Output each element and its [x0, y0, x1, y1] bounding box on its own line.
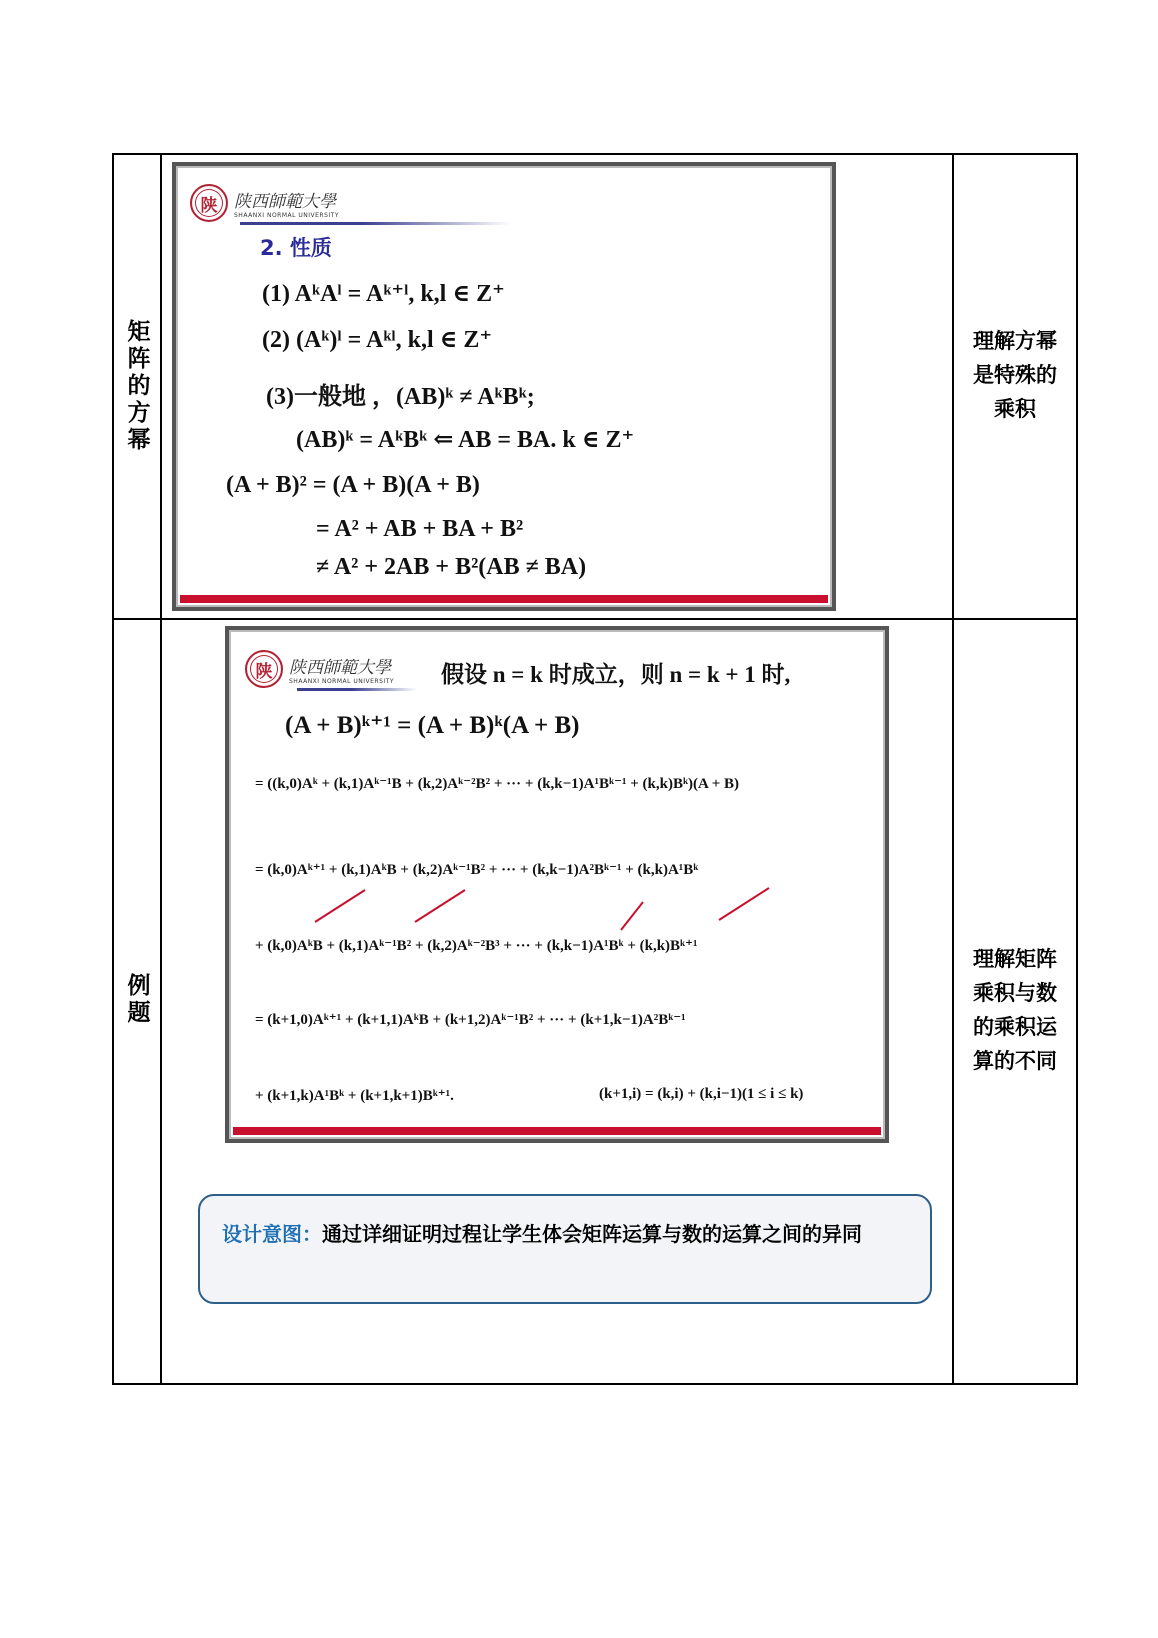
- property-3-condition: (AB)ᵏ = AᵏBᵏ ⇐ AB = BA. k ∈ Z⁺: [296, 427, 635, 453]
- pairing-line: [315, 890, 365, 922]
- proof-line-5: = (k+1,0)Aᵏ⁺¹ + (k+1,1)AᵏB + (k+1,2)Aᵏ⁻¹B² + ··· + (k+1,k−1)A²Bᵏ⁻¹: [255, 1012, 686, 1028]
- induction-heading: 假设 n = k 时成立，则 n = k + 1 时,: [441, 662, 791, 687]
- row-label-text: 矩阵的方幂: [123, 319, 150, 454]
- property-1: (1) AᵏAˡ = Aᵏ⁺ˡ, k,l ∈ Z⁺: [262, 281, 505, 307]
- slide-properties: [172, 162, 836, 611]
- slide-footer-bar: [233, 1127, 881, 1135]
- university-name-cn: 陕西師範大學: [289, 658, 391, 678]
- proof-line-1: (A + B)ᵏ⁺¹ = (A + B)ᵏ(A + B): [285, 712, 580, 739]
- expansion-line-1: (A + B)² = (A + B)(A + B): [226, 472, 480, 498]
- term-pairing-lines: [229, 630, 885, 1139]
- expansion-line-3: ≠ A² + 2AB + B²(AB ≠ BA): [316, 554, 587, 580]
- proof-line-2: = ((k,0)Aᵏ + (k,1)Aᵏ⁻¹B + (k,2)Aᵏ⁻²B² + ··· + (k,k−1)A¹Bᵏ⁻¹ + (k,k)Bᵏ)(A + B): [255, 776, 740, 792]
- pairing-line: [415, 890, 465, 922]
- binomial-identity: (k+1,i) = (k,i) + (k,i−1)(1 ≤ i ≤ k): [599, 1086, 804, 1102]
- university-name-cn: 陕西師範大學: [234, 192, 336, 212]
- row-note-text: 理解矩阵乘积与数的乘积运算的不同: [973, 947, 1057, 1073]
- property-3: (3)一般地 ，(AB)ᵏ ≠ AᵏBᵏ;: [266, 384, 535, 410]
- slide-proof: [225, 626, 889, 1143]
- proof-line-3: = (k,0)Aᵏ⁺¹ + (k,1)AᵏB + (k,2)Aᵏ⁻¹B² + ··· + (k,k−1)A²Bᵏ⁻¹ + (k,k)A¹Bᵏ: [255, 862, 699, 878]
- university-name-en: SHAANXI NORMAL UNIVERSITY: [289, 678, 395, 685]
- pairing-line: [621, 902, 643, 930]
- university-seal-icon: 陕: [190, 184, 228, 222]
- expansion-line-2: = A² + AB + BA + B²: [316, 516, 524, 542]
- university-name-en: SHAANXI NORMAL UNIVERSITY: [234, 212, 340, 219]
- section-title: 2. 性质: [260, 236, 332, 260]
- university-seal-icon: 陕: [245, 650, 283, 688]
- proof-line-6: + (k+1,k)A¹Bᵏ + (k+1,k+1)Bᵏ⁺¹.: [255, 1088, 454, 1104]
- university-logo: [190, 184, 339, 222]
- design-intent-label: 设计意图：: [222, 1222, 322, 1246]
- pairing-line: [719, 888, 769, 920]
- slide-footer-bar: [180, 595, 828, 603]
- header-rule: [240, 222, 510, 225]
- design-intent-text: 通过详细证明过程让学生体会矩阵运算与数的运算之间的异同: [322, 1222, 862, 1246]
- row-label-text: 例题: [123, 973, 150, 1027]
- row-label-example: [114, 620, 160, 1380]
- property-2: (2) (Aᵏ)ˡ = Aᵏˡ, k,l ∈ Z⁺: [262, 327, 493, 353]
- proof-line-4: + (k,0)AᵏB + (k,1)Aᵏ⁻¹B² + (k,2)Aᵏ⁻²B³ + ··· + (k,k−1)A¹Bᵏ + (k,k)Bᵏ⁺¹: [255, 938, 698, 954]
- row-note-example: [954, 620, 1076, 1400]
- row-note-text: 理解方幂是特殊的乘积: [973, 329, 1057, 421]
- design-intent-box: [198, 1194, 932, 1304]
- row-label-matrix-power: [114, 155, 160, 618]
- row-note-matrix-power: [954, 155, 1076, 595]
